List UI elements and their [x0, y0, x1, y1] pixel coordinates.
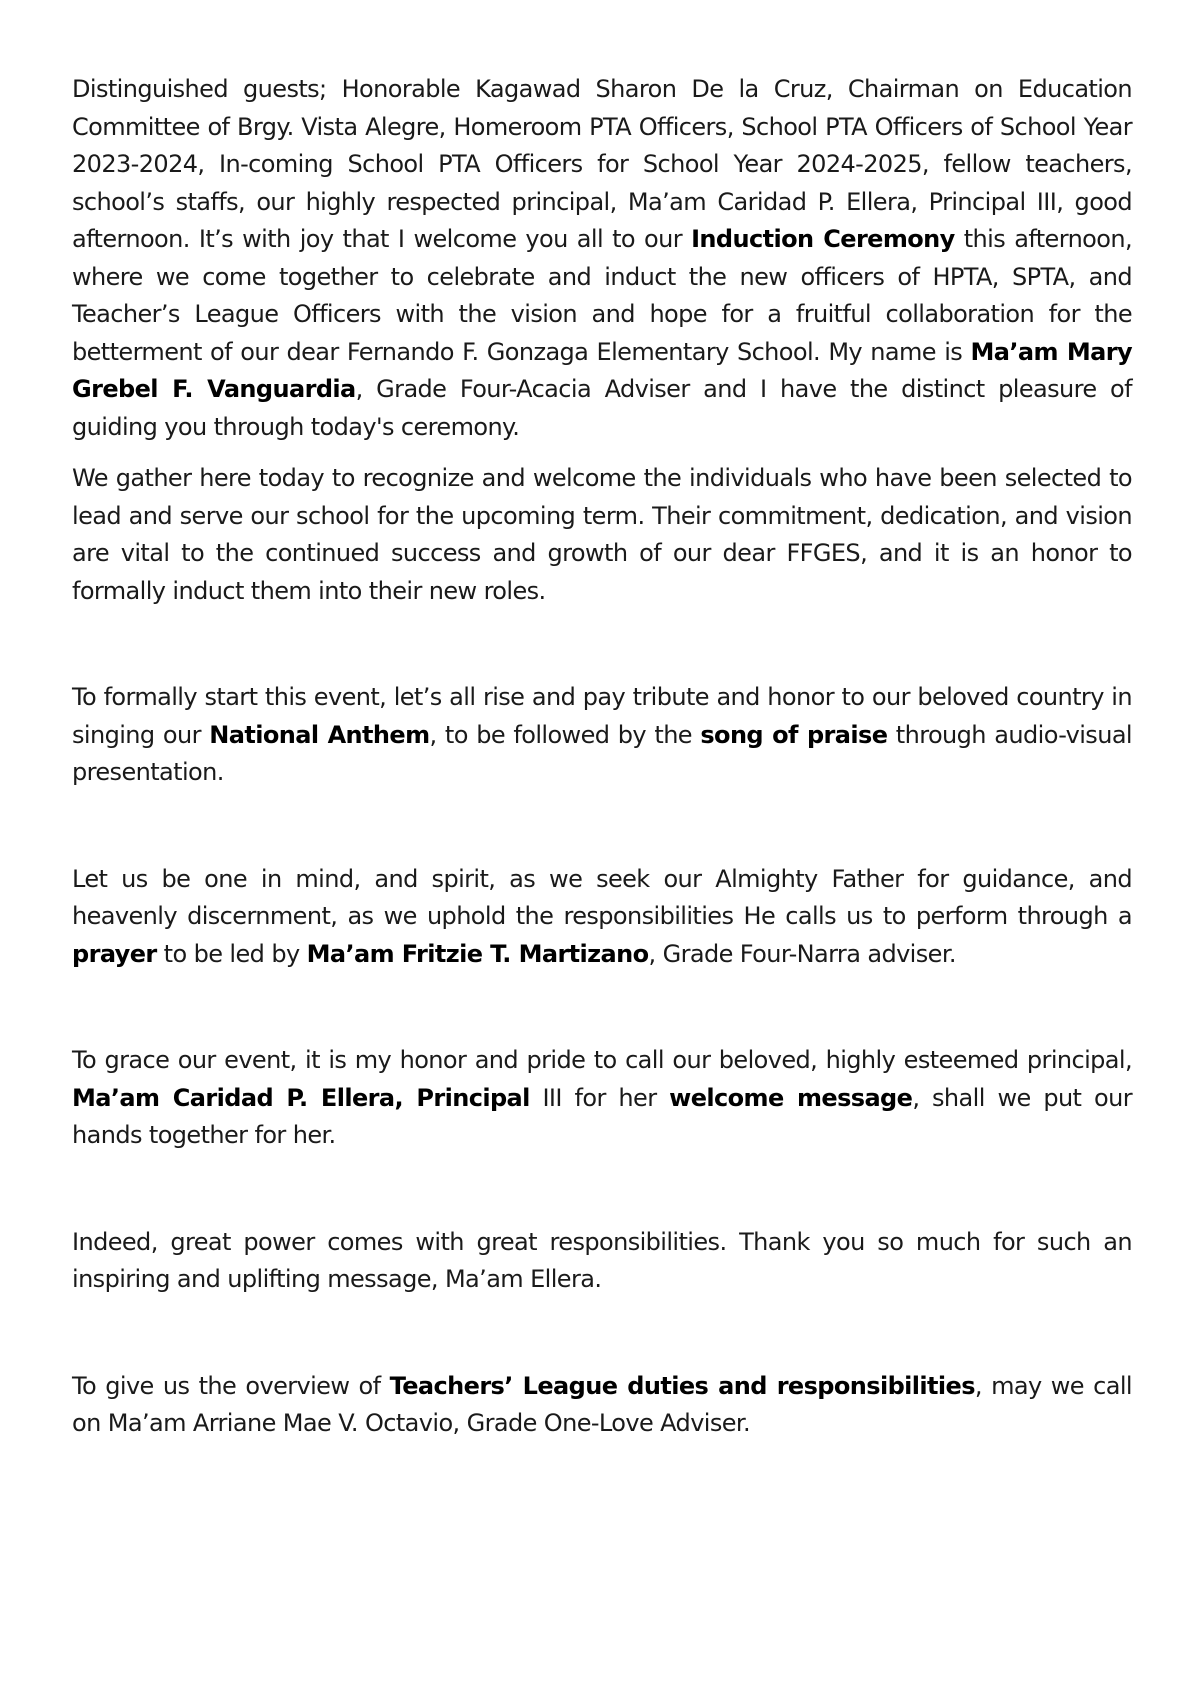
- bold-text-principal-name: Ma’am Caridad P. Ellera, Principal: [72, 1083, 530, 1112]
- text-run: , shall we put our hands together for her.: [72, 1083, 1133, 1149]
- bold-text-prayer-leader: Ma’am Fritzie T. Martizano: [306, 939, 649, 968]
- paragraph-national-anthem: [72, 679, 1132, 792]
- paragraph-teachers-league: [72, 1368, 1132, 1443]
- document-body: [72, 71, 1132, 1443]
- text-run: To formally start this event, let’s all rise and pay tribute and honor to our beloved country in singing our: [72, 683, 1132, 749]
- bold-text-national-anthem: National Anthem: [209, 720, 430, 749]
- text-run: , may we call on Ma’am Arriane Mae V. Octavio, Grade One-Love Adviser.: [72, 1371, 1132, 1437]
- text-run: Distinguished guests; Honorable Kagawad Sharon De la Cruz, Chairman on Education Committee of Brgy. Vista Alegre, Homeroom PTA Officers, School PTA Officers of School Year 2023-2024, In-coming School PTA Officers for School Year 2024-2025, fellow teachers, school’s staffs, our highly respected principal, Ma’am Caridad P. Ellera, Principal III, good afternoon. It’s with joy that I welcome you all to our: [72, 75, 1132, 253]
- paragraph-welcome-message: [72, 1042, 1132, 1155]
- text-run: To grace our event, it is my honor and pride to call our beloved, highly esteemed principal,: [72, 1046, 1132, 1074]
- bold-text-emcee-name: Ma’am Mary Grebel F. Vanguardia: [72, 337, 1132, 403]
- bold-text-song-of-praise: song of praise: [700, 720, 888, 749]
- text-run: , Grade Four-Acacia Adviser and I have the distinct pleasure of guiding you through today's ceremony.: [72, 375, 1132, 441]
- bold-text-welcome-message: welcome message: [669, 1083, 913, 1112]
- paragraph-gathering: [72, 460, 1132, 610]
- text-run: this afternoon, where we come together to celebrate and induct the new officers of HPTA, SPTA, and Teacher’s League Officers with the vision and hope for a fruitful collaboration for the betterment of our dear Fernando F. Gonzaga Elementary School. My name is: [72, 225, 1132, 366]
- text-run: through audio-visual presentation.: [72, 720, 1133, 786]
- paragraph-opening: [72, 71, 1132, 446]
- text-run: , Grade Four-Narra adviser.: [648, 939, 956, 968]
- text-run: We gather here today to recognize and welcome the individuals who have been selected to lead and serve our school for the upcoming term. Their commitment, dedication, and vision are vital to the continued success and growth of our dear FFGES, and it is an honor to formally induct them into their new roles.: [72, 464, 1132, 605]
- bold-text-prayer: prayer: [72, 939, 157, 968]
- paragraph-prayer: [72, 861, 1132, 974]
- bold-text-induction-ceremony: Induction Ceremony: [691, 225, 955, 253]
- text-run: III for her: [529, 1083, 670, 1112]
- bold-text-teachers-league-duties: Teachers’ League duties and responsibilities: [389, 1371, 975, 1400]
- text-run: Indeed, great power comes with great responsibilities. Thank you so much for such an inspiring and uplifting message, Ma’am Ellera.: [72, 1227, 1132, 1293]
- paragraph-thank-you: [72, 1224, 1132, 1299]
- text-run: to be led by: [156, 939, 307, 968]
- text-run: To give us the overview of: [72, 1371, 390, 1400]
- text-run: Let us be one in mind, and spirit, as we seek our Almighty Father for guidance, and heavenly discernment, as we uphold the responsibilities He calls us to perform through a: [72, 864, 1132, 930]
- text-run: , to be followed by the: [429, 720, 701, 749]
